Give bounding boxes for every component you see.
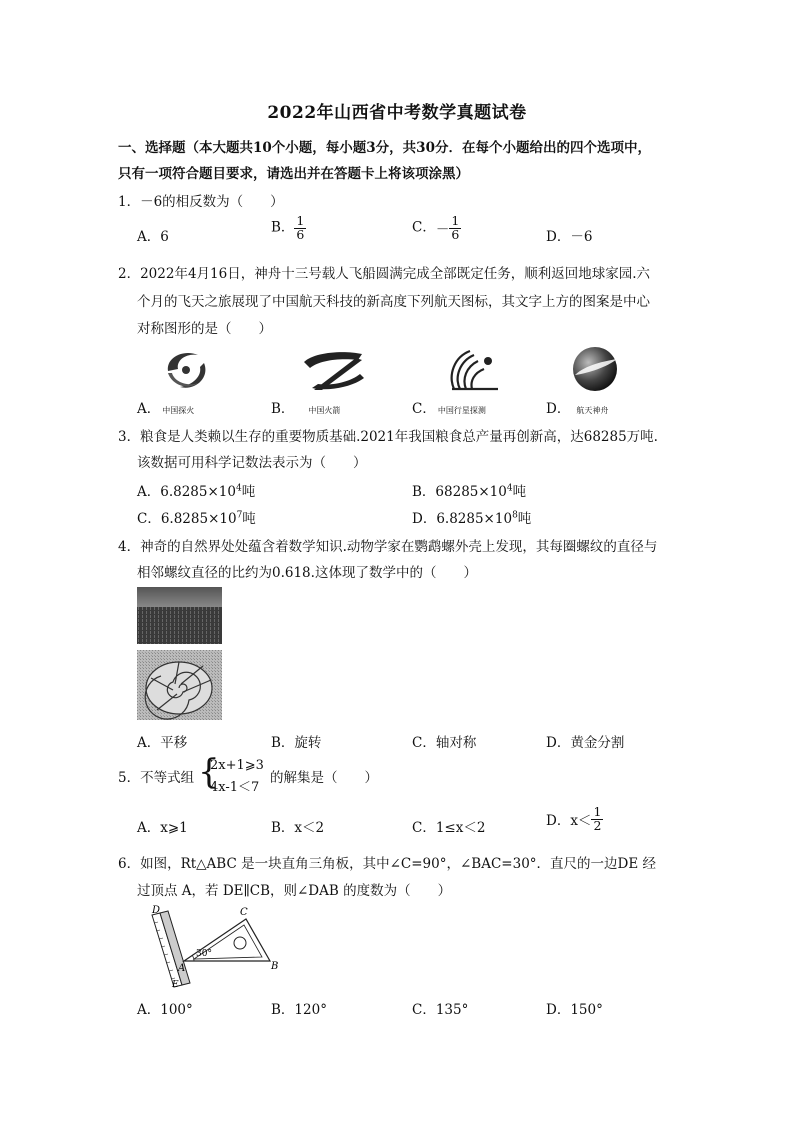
q2-line1: 2．2022年4月16日，神舟十三号载人飞船圆满完成全部既定任务，顺利返回地球家园.六 [118, 266, 651, 282]
q1-c-prefix: C． [412, 219, 436, 236]
q4-option-a: A．平移 [137, 735, 188, 751]
mars-exploration-logo-icon [158, 345, 214, 395]
q3-c-exp: 7 [236, 510, 243, 521]
shenzhou-logo-icon [571, 345, 621, 395]
q5-option-b: B．x＜2 [271, 820, 325, 836]
q2-b-prefix: B． [271, 401, 295, 417]
q5-inequality-1: 2x+1⩾3 [210, 758, 264, 773]
q2-option-b [271, 397, 340, 417]
q2-c-prefix: C． [412, 401, 436, 417]
q3-a-exp: 4 [235, 483, 242, 494]
q1-b-fraction [294, 215, 306, 241]
label-b: B [271, 961, 279, 972]
q3-b-base: B．68285×10 [412, 484, 507, 500]
q1-stem: 1．－6的相反数为（ ） [118, 194, 284, 210]
q5-suffix: 的解集是（ ） [270, 770, 378, 786]
q3-b-exp: 4 [506, 483, 513, 494]
q5-option-a: A．x⩾1 [137, 820, 188, 836]
planetary-exploration-logo-icon [444, 345, 504, 395]
q4-option-b: B．旋转 [271, 735, 322, 751]
q6-line2: 过顶点 A，若 DE∥CB，则∠DAB 的度数为（ ） [137, 883, 452, 899]
q6-option-d: D．150° [546, 1002, 603, 1018]
landscape-photo-icon [137, 587, 222, 644]
q3-option-b [412, 480, 526, 500]
q6-figure [138, 903, 288, 991]
label-c: C [240, 907, 248, 918]
q3-a-unit: 吨 [241, 484, 256, 500]
china-rocket-logo-icon [300, 348, 368, 394]
q1-b-den: 6 [296, 226, 305, 242]
q6-option-c: C．135° [412, 1002, 469, 1018]
q3-line2: 该数据可用科学记数法表示为（ ） [137, 455, 367, 471]
q3-a-base: A．6.8285×10 [137, 484, 236, 500]
q3-option-d [412, 507, 531, 527]
q2-line2: 个月的飞天之旅展现了中国航天科技的新高度下列航天图标，其文字上方的图案是中心 [137, 294, 650, 310]
q3-d-base: D．6.8285×10 [412, 511, 513, 527]
q5-inequality-2: 4x-1＜7 [210, 780, 260, 795]
q4-option-d: D．黄金分割 [546, 735, 625, 751]
q6-option-a: A．100° [137, 1002, 193, 1018]
q2-a-prefix: A． [137, 401, 161, 417]
q1-option-c [412, 215, 461, 241]
q2-d-prefix: D． [546, 401, 571, 417]
q1-b-prefix: B． [271, 219, 295, 236]
label-a: A [178, 963, 186, 974]
q1-option-a: A．6 [137, 229, 169, 245]
q2-a-label: 中国探火 [162, 406, 195, 415]
q1-c-den: 6 [451, 226, 460, 242]
q3-c-unit: 吨 [242, 511, 256, 527]
q1-c-fraction [449, 215, 461, 241]
q6-option-b: B．120° [271, 1002, 327, 1018]
q5-d-prefix: D．x＜ [546, 813, 592, 829]
q5-prefix: 5．不等式组 [118, 770, 195, 786]
q2-option-a [137, 397, 194, 417]
q3-line1: 3．粮食是人类赖以生存的重要物质基础.2021年我国粮食总产量再创新高，达68285万吨. [118, 429, 658, 445]
q2-option-d [546, 397, 608, 417]
nautilus-shell-photo-icon [137, 650, 222, 720]
q1-c-num: 1 [451, 213, 460, 228]
q3-option-a [137, 480, 255, 500]
label-angle: 30° [196, 949, 212, 959]
q1-option-b [271, 215, 306, 241]
q1-c-sign: － [435, 222, 450, 238]
q5-d-den: 2 [593, 817, 602, 833]
q6-line1: 6．如图，Rt△ABC 是一块直角三角板，其中∠C=90°，∠BAC=30°．直尺的一边DE 经 [118, 856, 657, 872]
q3-c-base: C．6.8285×10 [137, 511, 237, 527]
q2-line3: 对称图形的是（ ） [137, 321, 272, 337]
q3-d-unit: 吨 [517, 511, 532, 527]
q1-b-num: 1 [296, 213, 305, 228]
q3-d-exp: 8 [512, 510, 518, 521]
q4-line2: 相邻螺纹直径的比约为0.618.这体现了数学中的（ ） [137, 565, 477, 581]
q4-line1: 4．神奇的自然界处处蕴含着数学知识.动物学家在鹦鹉螺外壳上发现，其每圈螺纹的直径与 [118, 539, 658, 555]
q2-b-label: 中国火箭 [308, 406, 341, 415]
section-header-line2: 只有一项符合题目要求，请选出并在答题卡上将该项涂黑） [118, 166, 469, 182]
q3-option-c [137, 507, 256, 527]
q2-option-c [412, 397, 486, 417]
q2-d-label: 航天神舟 [576, 406, 609, 415]
q5-brace: { [198, 752, 220, 792]
q1-option-d: D．－6 [546, 229, 593, 245]
q5-d-num: 1 [593, 804, 602, 819]
q4-option-c: C．轴对称 [412, 735, 477, 751]
page-title: 2022年山西省中考数学真题试卷 [267, 103, 527, 123]
q2-c-label: 中国行星探测 [437, 406, 486, 415]
section-header-line1: 一、选择题（本大题共10个小题，每小题3分，共30分．在每个小题给出的四个选项中， [118, 140, 651, 156]
q5-d-fraction [591, 806, 603, 832]
q3-b-unit: 吨 [512, 484, 527, 500]
q5-option-d [546, 806, 603, 832]
label-e: E [172, 980, 179, 990]
label-d: D [152, 905, 161, 916]
ruler-shape [152, 911, 190, 987]
q5-option-c: C．1≤x＜2 [412, 820, 486, 836]
